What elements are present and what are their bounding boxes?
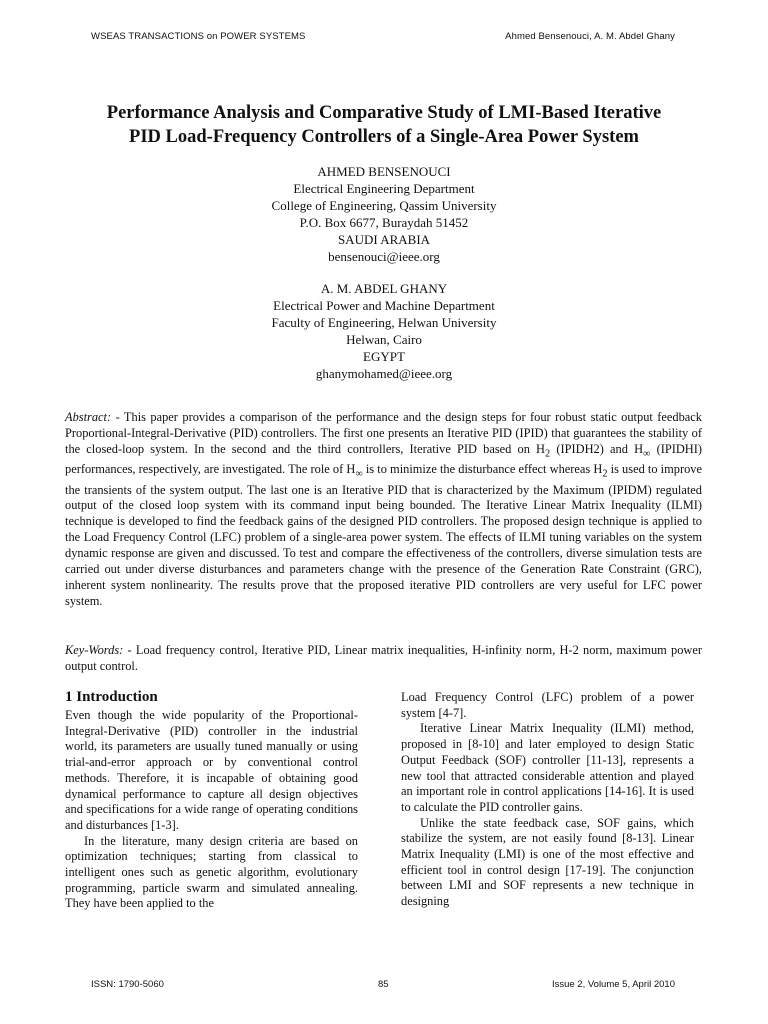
author-address: Helwan, Cairo [346,332,422,347]
author-department: Electrical Power and Machine Department [273,298,495,313]
abstract-text: is used to improve the transients of the system output. The last one is an Iterative PID that is characterized by the Maximum (IPIDM) regulated output of the closed loop system with its command input being bounded. The Iterative Linear Matrix Inequality (ILMI) technique is developed to find the feedback gains of the designed PID controllers. The proposed design technique is applied to the Load Frequency Control (LFC) problem of a single-area power system. The effects of ILMI tuning variables on the system dynamic response are given and discussed. To test and compare the effectiveness of the controllers, diverse simulation tests are carried out under diverse disturbances and parameters change with the presence of the Generation Rate Constraint (GRC), inherent system nonlinearity. The results prove that the proposed iterative PID controllers are very useful for LFC power system. [65,462,702,608]
abstract-text: - This paper provides a comparison of the performance and the design steps for four robust static output feedback Proportional-Integral-Derivative (PID) controllers. The first one presents an Iterative PID (IPID) that guarantees the stability of the closed-loop system. In the second and the third controllers, Iterative PID based on H [65,410,702,456]
title-line-1: Performance Analysis and Comparative Study of LMI-Based Iterative [106,103,662,123]
paragraph: Unlike the state feedback case, SOF gains, which stabilize the system, are not easily found [8-13]. Linear Matrix Inequality (LMI) is one of the most effective and efficient tool in control design [17-19]. The conjunction between LMI and SOF represents a new technique in designing [401,815,694,909]
section-heading: 1 Introduction [65,689,158,705]
paragraph: Even though the wide popularity of the Proportional-Integral-Derivative (PID) controller in the industrial world, its parameters are usually tuned manually or using trial-and-error approach or by conventional control methods. Therefore, it is incapable of obtaining good dynamical performance to capture all design objectives and specifications for a wide range of operating conditions and disturbances [1-3]. [65,708,358,832]
author-name: AHMED BENSENOUCI [317,164,451,179]
author-block-1 [134,163,634,265]
footer-page-number: 85 [378,979,389,990]
keywords-label: Key-Words: [65,643,124,657]
column-right [401,690,694,910]
author-institution: Faculty of Engineering, Helwan University [271,315,497,330]
running-header-journal: WSEAS TRANSACTIONS on POWER SYSTEMS [91,31,306,42]
running-header-authors: Ahmed Bensenouci, A. M. Abdel Ghany [505,31,675,42]
author-country: SAUDI ARABIA [337,232,431,247]
subscript: ∞ [355,468,363,480]
footer-issn: ISSN: 1790-5060 [91,979,164,990]
keywords [65,643,702,675]
author-email: ghanymohamed@ieee.org [315,366,453,381]
author-address: P.O. Box 6677, Buraydah 51452 [299,215,469,230]
abstract [65,410,702,610]
author-institution: College of Engineering, Qassim University [271,198,497,213]
subscript: ∞ [643,448,651,460]
paragraph: In the literature, many design criteria are based on optimization techniques; starting from classical to intelligent ones such as genetic algorithm, evolutionary programming, particle swarm and simulated annealing. They have been applied to the [65,833,358,911]
abstract-label: Abstract: [65,410,112,424]
paragraph: Load Frequency Control (LFC) problem of a power system [4-7]. [401,690,694,720]
abstract-text: (IPIDH2) and H [550,441,644,456]
title-line-2: PID Load-Frequency Controllers of a Single-Area Power System [129,127,639,147]
paper-title [50,101,718,149]
author-country: EGYPT [363,349,405,364]
author-block-2 [134,280,634,382]
author-department: Electrical Engineering Department [293,181,475,196]
footer-issue: Issue 2, Volume 5, April 2010 [551,979,675,990]
column-left [65,688,358,912]
abstract-text: (IPIDHI) performances, respectively, are investigated. The role of H [65,441,702,477]
author-name: A. M. ABDEL GHANY [320,281,448,296]
author-email: bensenouci@ieee.org [328,249,440,264]
keywords-text: - Load frequency control, Iterative PID, Linear matrix inequalities, H-infinity norm, H-2 norm, maximum power output control. [65,643,702,673]
abstract-text: is to minimize the disturbance effect whereas H [362,462,603,477]
subscript: 2 [545,448,551,460]
subscript: 2 [602,468,608,480]
paragraph: Iterative Linear Matrix Inequality (ILMI) method, proposed in [8-10] and later employed to design Static Output Feedback (SOF) controller [11-13], represents a new tool that attracted considerable attention and played an important role in control applications [14-16]. It is used to calculate the PID controller gains. [401,721,694,814]
